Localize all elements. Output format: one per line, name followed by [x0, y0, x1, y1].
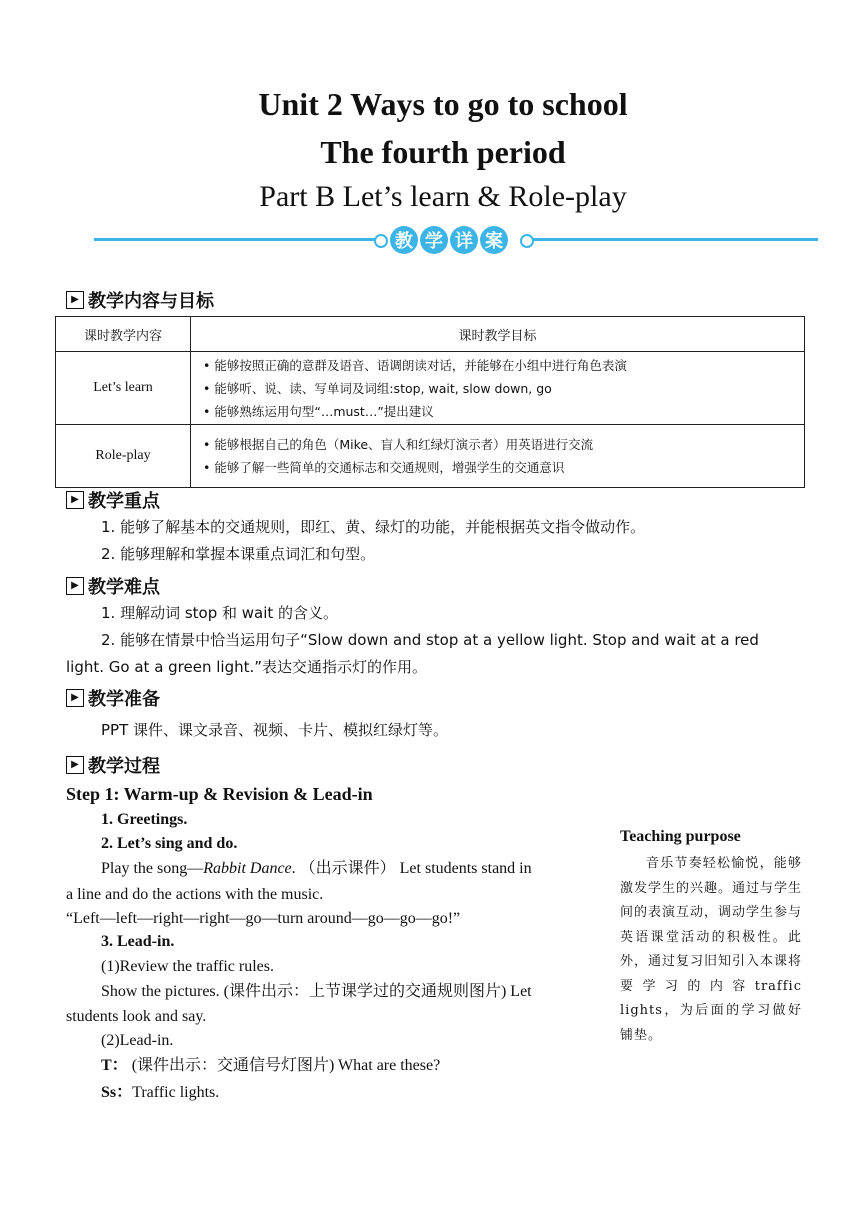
show-pictures-text: Show the pictures. (课件出示：上节课学过的交通规则图片) Let [101, 983, 532, 1000]
banner-ring-right [520, 234, 534, 248]
difficulty-item: 1. 理解动词 stop 和 wait 的含义。 [101, 604, 339, 622]
section-label: 教学难点 [88, 577, 160, 598]
table-header-cell: 课时教学内容 [56, 317, 191, 352]
banner-label [390, 226, 508, 254]
play-arrow-box-icon: ▶ [66, 291, 84, 309]
period-title: The fourth period [320, 134, 566, 170]
preparation-text: PPT 课件、课文录音、视频、卡片、模拟红绿灯等。 [101, 721, 449, 739]
purpose-title: Teaching purpose [620, 828, 741, 845]
goal-item: • 能够了解一些简单的交通标志和交通规则，增强学生的交通意识 [203, 460, 565, 475]
play-arrow-box-icon: ▶ [66, 756, 84, 774]
teacher-line [101, 1056, 440, 1076]
banner-char: 详 [450, 226, 478, 254]
difficulty-item-continued: light. Go at a green light.”表达交通指示灯的作用。 [66, 658, 428, 676]
difficulty-item: 2. 能够在情景中恰当运用句子“Slow down and stop at a yellow light. Stop and wait at a red [101, 631, 759, 649]
sing-text-line: a line and do the actions with the music. [66, 886, 324, 903]
banner-ring-left [374, 234, 388, 248]
goal-item: • 能够根据自己的角色（Mike、盲人和红绿灯演示者）用英语进行交流 [203, 437, 594, 452]
students-line [101, 1083, 219, 1103]
goal-item: • 能够熟练运用句型“…must…”提出建议 [203, 403, 434, 419]
banner-line-right [532, 238, 818, 241]
table-header-cell: 课时教学目标 [191, 317, 805, 352]
goals-table [55, 316, 805, 488]
section-label: 教学内容与目标 [88, 291, 214, 312]
table-row [56, 352, 805, 425]
banner-line-left [94, 238, 382, 241]
students-text: Traffic lights. [132, 1084, 220, 1101]
section-keypoints-heading [66, 487, 160, 513]
table-cell-goals [191, 352, 805, 425]
section-preparation-heading [66, 685, 160, 711]
show-pictures-text: students look and say. [66, 1008, 207, 1025]
section-label: 教学准备 [88, 689, 160, 710]
part-subtitle: Part B Let’s learn & Role-play [259, 180, 627, 213]
table-cell-goals [191, 425, 805, 488]
sing-text-line [101, 859, 532, 879]
sing-text: Play the song— [101, 860, 204, 877]
goal-item: • 能够听、说、读、写单词及词组:stop, wait, slow down, go [203, 380, 552, 396]
review-text: (1)Review the traffic rules. [101, 958, 274, 975]
greetings-heading: 1. Greetings. [101, 811, 188, 828]
table-header-row [56, 317, 805, 352]
unit-title: Unit 2 Ways to go to school [258, 86, 628, 122]
banner-char: 教 [390, 226, 418, 254]
banner-char: 学 [420, 226, 448, 254]
goal-item: • 能够按照正确的意群及语音、语调朗读对话，并能够在小组中进行角色表演 [203, 357, 627, 373]
teacher-label: T： [101, 1057, 128, 1074]
keypoint-item: 1. 能够了解基本的交通规则，即红、黄、绿灯的功能，并能根据英文指令做动作。 [101, 518, 646, 536]
teaching-plan-banner [94, 224, 818, 258]
leadin-heading: 3. Lead-in. [101, 933, 175, 950]
banner-char: 案 [480, 226, 508, 254]
section-process-heading [66, 752, 160, 778]
song-name: Rabbit Dance [203, 860, 292, 877]
students-label: Ss： [101, 1084, 133, 1101]
section-difficulties-heading [66, 573, 160, 599]
sing-text: . （出示课件） Let students stand in [291, 860, 532, 877]
teacher-text: (课件出示：交通信号灯图片) What are these? [127, 1057, 441, 1074]
table-cell-content: Role-play [56, 425, 191, 488]
table-row [56, 425, 805, 488]
step-title: Step 1: Warm-up & Revision & Lead-in [66, 784, 373, 804]
section-label: 教学重点 [88, 491, 160, 512]
leadin2-text: (2)Lead-in. [101, 1032, 174, 1049]
table-cell-content: Let’s learn [56, 352, 191, 425]
section-goals-heading [66, 287, 214, 313]
play-arrow-box-icon: ▶ [66, 577, 84, 595]
chant-text: “Left—left—right—right—go—turn around—go—go—go!” [66, 910, 461, 927]
play-arrow-box-icon: ▶ [66, 689, 84, 707]
section-label: 教学过程 [88, 756, 160, 777]
keypoint-item: 2. 能够理解和掌握本课重点词汇和句型。 [101, 545, 376, 563]
teaching-purpose-box [620, 828, 802, 1048]
sing-heading: 2. Let’s sing and do. [101, 835, 238, 852]
purpose-body: 音乐节奏轻松愉悦，能够激发学生的兴趣。通过与学生间的表演互动，调动学生参与英语课堂活动的积极性。此外，通过复习旧知引入本课将要学习的内容traffic lights，为后面的学习做好铺垫。 [620, 856, 803, 1043]
play-arrow-box-icon: ▶ [66, 491, 84, 509]
